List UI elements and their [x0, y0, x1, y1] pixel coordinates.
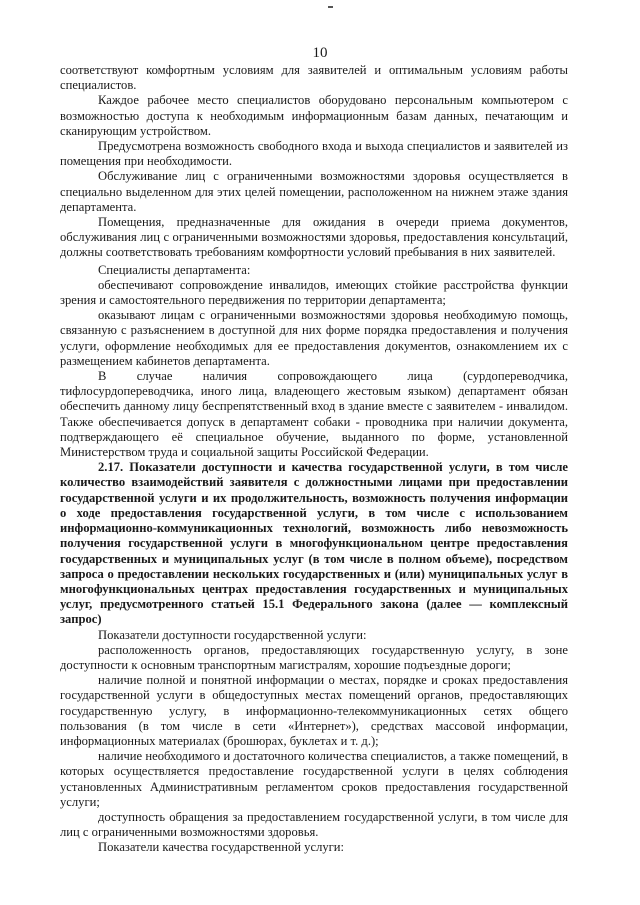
scan-mark [328, 6, 333, 8]
paragraph-specialists-heading: Специалисты департамента: [98, 262, 251, 277]
paragraph-accessibility-indicators: Показатели доступности государственной услуги: [98, 627, 367, 642]
paragraph-workplace-equipment: Каждое рабочее место специалистов оборудовано персональным компьютером с возможностью доступа к необходимым информационным базам данных, печатающим и сканирующим устройством. [60, 93, 568, 138]
paragraph-location: расположенность органов, предоставляющих государственную услугу, в зоне доступности к основным транспортным магистралям, хорошие подъездные дороги; [60, 642, 568, 672]
paragraph-information: наличие полной и понятной информации о местах, порядке и сроках предоставления государственной услуги в общедоступных местах помещений органов, предоставляющих государственную услугу, в информационно-телекоммуникационных сетях общего пользования (в том числе в сети «Интернет»), средствах массовой информации, информационных материалах (брошюрах, буклетах и т. д.); [60, 673, 568, 748]
paragraph-quality-indicators: Показатели качества государственной услуги: [98, 840, 345, 855]
paragraph-disabled-service: Обслуживание лиц с ограниченными возможностями здоровья осуществляется в специально выделенном для этих целей помещении, расположенном на нижнем этаже здания департамента. [60, 169, 568, 214]
page-number: 10 [312, 45, 328, 61]
paragraph-accompanying-person: В случае наличия сопровождающего лица (сурдопереводчика, тифлосурдопереводчика, иного лица, владеющего жестовым языком) департамент обязан обеспечить данному лицу беспрепятственный вход в здание вместе с заявителем - инвалидом. Также обеспечивается допуск в департамент собаки - проводника при наличии документа, подтверждающего её специальное обучение, выданного по форме, установленной Министерством труда и социальной защиты Российской Федерации. [60, 369, 568, 460]
paragraph-continuation: соответствуют комфортным условиям для заявителей и оптимальным условиям работы специалистов. [60, 63, 568, 93]
paragraph-accessibility: доступность обращения за предоставлением государственной услуги, в том числе для лиц с ограниченными возможностями здоровья. [60, 809, 568, 840]
paragraph-waiting-rooms: Помещения, предназначенные для ожидания в очереди приема документов, обслуживания лиц с ограниченными возможностями здоровья, предоставления консультаций, должны соответствовать требованиям комфортности условий пребывания в них заявителей. [60, 215, 568, 260]
document-body [60, 63, 568, 856]
paragraph-escort-disabled: обеспечивают сопровождение инвалидов, имеющих стойкие расстройства функции зрения и самостоятельного передвижения по территории департамента; [60, 277, 568, 308]
paragraph-staffing: наличие необходимого и достаточного количества специалистов, а также помещений, в которых осуществляется предоставление государственной услуги в целях соблюдения установленных Административным регламентом сроков предоставления государственной услуги; [60, 749, 568, 809]
paragraph-free-entry: Предусмотрена возможность свободного входа и выхода специалистов и заявителей из помещения при необходимости. [60, 139, 568, 169]
paragraph-assistance: оказывают лицам с ограниченными возможностями здоровья необходимую помощь, связанную с разъяснением в доступной для них форме порядка предоставления и получения услуги, оформление необходимых для ее предоставления документов, ознакомлением их с размещением кабинетов департамента. [60, 308, 568, 368]
section-heading-2-17: 2.17. Показатели доступности и качества государственной услуги, в том числе количество взаимодействий заявителя с должностными лицами при предоставлении государственной услуги и их продолжительность, возможность получения информации о ходе предоставления государственной услуги, в том числе с использованием информационно-коммуникационных технологий, возможность либо невозможность получения государственной услуги в многофункциональном центре предоставления государственных и муниципальных услуг (в том числе в полном объеме), посредством запроса о предоставлении нескольких государственных и (или) муниципальных услуг в многофункциональных центрах предоставления государственных и муниципальных услуг, предусмотренного статьей 15.1 Федерального закона (далее — комплексный запрос) [60, 460, 568, 627]
